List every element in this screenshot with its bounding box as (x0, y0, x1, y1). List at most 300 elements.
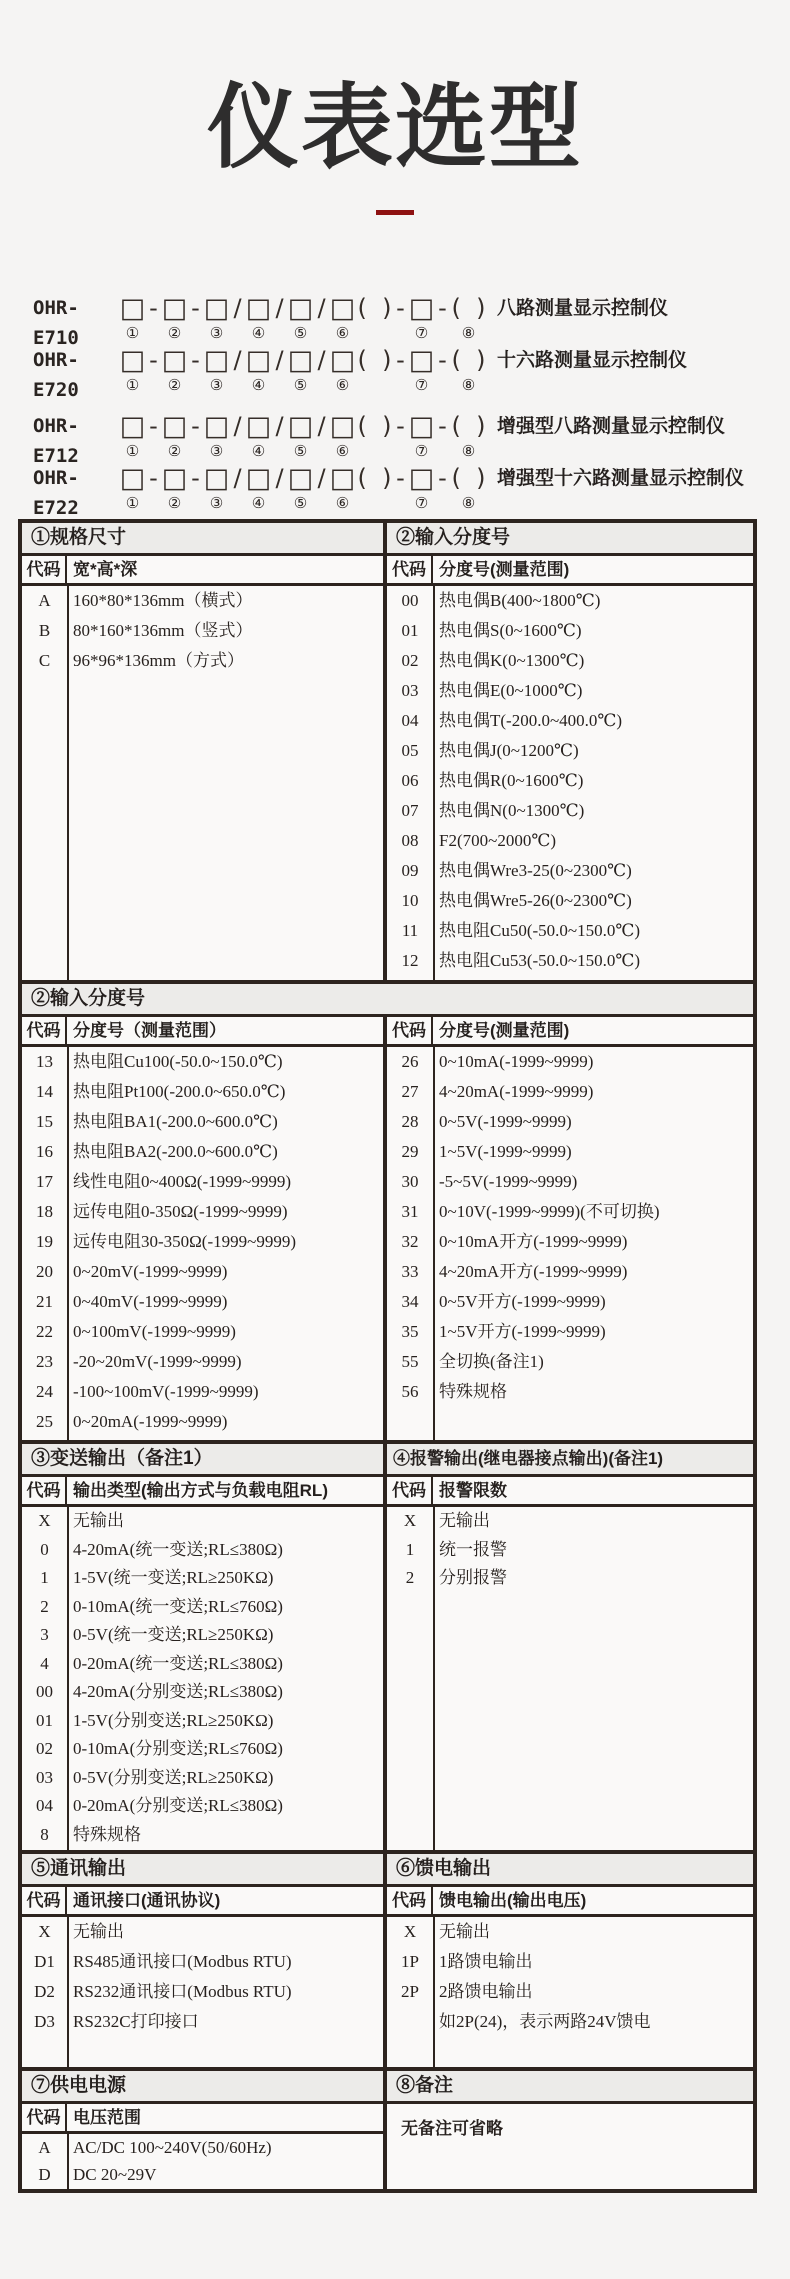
code-slots (119, 345, 487, 397)
code-symbol: □ (119, 410, 146, 442)
column-headers (22, 556, 383, 586)
table-row (22, 1593, 383, 1622)
code-slot (408, 463, 435, 515)
table-rows (387, 1047, 753, 1440)
section-spec-size (22, 523, 383, 980)
row-code: 33 (401, 1262, 419, 1281)
code-symbol: □ (161, 462, 188, 494)
slot-number: ⑥ (335, 494, 350, 512)
model-ordering-section (33, 292, 790, 519)
code-slot (314, 293, 329, 345)
code-slot (272, 411, 287, 463)
table-row (22, 1735, 383, 1764)
col-header-code: 代码 (387, 1887, 433, 1914)
page-title: 仪表选型 (206, 77, 583, 179)
table-row (387, 1377, 753, 1407)
row-code: 05 (401, 741, 419, 760)
table-row (22, 1917, 383, 1947)
code-slot (230, 345, 245, 397)
slot-number: ⑧ (461, 494, 476, 512)
table-row (387, 1347, 753, 1377)
table-row (22, 1197, 383, 1227)
code-symbol: / (233, 294, 242, 322)
code-symbol: - (191, 294, 200, 322)
table-row (387, 796, 753, 826)
row-code: 10 (401, 891, 419, 910)
row-desc: 热电偶T(-200.0~400.0℃) (439, 711, 623, 730)
table-row (22, 1077, 383, 1107)
row-code: X (403, 1922, 417, 1941)
table-row (387, 916, 753, 946)
code-slot (408, 293, 435, 345)
code-symbol: - (438, 346, 447, 374)
table-row (22, 1621, 383, 1650)
table-rows (387, 1917, 753, 2067)
col-header-code: 代码 (387, 1017, 433, 1044)
section-header (22, 984, 753, 1017)
row-desc: 热电阻BA1(-200.0~600.0℃) (73, 1112, 278, 1131)
row-code: D1 (34, 1952, 55, 1971)
slot-number: ⑦ (414, 442, 429, 460)
code-slots (119, 411, 487, 463)
row-code: 16 (36, 1142, 53, 1161)
row-desc: 0-5V(分别变送;RL≥250KΩ) (73, 1767, 274, 1787)
code-slot (161, 293, 188, 345)
row-code: 29 (401, 1142, 419, 1161)
code-symbol: - (191, 412, 200, 440)
section-header (387, 2071, 753, 2104)
row-code: 21 (36, 1292, 53, 1311)
column-headers (22, 1477, 383, 1507)
code-symbol: □ (329, 410, 356, 442)
row-code: 23 (36, 1352, 53, 1371)
row-code: 12 (401, 951, 419, 970)
code-symbol: □ (329, 292, 356, 324)
section-number: ① (31, 527, 51, 548)
code-slot (146, 345, 161, 397)
row-code: 11 (401, 921, 419, 940)
column-headers (22, 1017, 383, 1047)
row-desc: 无输出 (73, 1922, 124, 1941)
row-code: 09 (401, 861, 419, 880)
code-symbol: - (438, 464, 447, 492)
col-header-code: 代码 (22, 556, 67, 583)
row-desc: 无输出 (439, 1511, 490, 1530)
code-symbol: □ (245, 410, 272, 442)
code-slot (146, 463, 161, 515)
model-row (33, 292, 790, 349)
code-slot (188, 411, 203, 463)
code-slot (287, 411, 314, 463)
table-row (387, 676, 753, 706)
table-row (387, 1197, 753, 1227)
code-slot (119, 293, 146, 345)
section-number: ⑧ (396, 2075, 416, 2096)
row-code: 01 (401, 621, 419, 640)
row-desc: 线性电阻0~400Ω(-1999~9999) (73, 1172, 292, 1191)
row-desc: 2路馈电输出 (439, 1982, 533, 2001)
slot-number: ③ (209, 376, 224, 394)
row-code: 24 (36, 1382, 53, 1401)
col-header-code: 代码 (22, 2104, 67, 2131)
column-headers (22, 1887, 383, 1917)
table-row (22, 1407, 383, 1437)
model-row (33, 410, 790, 467)
model-description: 增强型八路测量显示控制仪 (497, 416, 726, 437)
code-slot (287, 463, 314, 515)
column-headers (387, 1887, 753, 1917)
model-code-label: OHR-E712 (33, 415, 79, 467)
col-header-desc: 分度号（测量范围） (73, 1021, 226, 1040)
slot-number: ⑦ (414, 494, 429, 512)
row-code: 1P (401, 1952, 419, 1971)
row-code: 03 (401, 681, 419, 700)
code-slot (329, 293, 356, 345)
code-symbol: - (438, 294, 447, 322)
code-symbol: ( ) (357, 412, 392, 440)
row-desc: 分别报警 (439, 1568, 507, 1587)
table-rows (22, 586, 383, 980)
table-row (22, 586, 383, 616)
row-code: 56 (401, 1382, 419, 1401)
slot-number: ② (167, 324, 182, 342)
row-desc: 1-5V(分别变送;RL≥250KΩ) (73, 1710, 274, 1730)
section-number: ② (396, 527, 416, 548)
table-row (22, 1650, 383, 1679)
code-symbol: / (233, 464, 242, 492)
table-row (22, 1792, 383, 1821)
code-symbol: □ (408, 462, 435, 494)
row-code: 22 (36, 1322, 53, 1341)
section-number: ⑤ (31, 1858, 51, 1879)
row-code: 15 (36, 1112, 53, 1131)
code-slot (356, 345, 393, 397)
code-symbol: ( ) (357, 464, 392, 492)
code-slot (356, 293, 393, 345)
row-desc: 0-20mA(统一变送;RL≤380Ω) (73, 1653, 283, 1673)
code-symbol: - (149, 464, 158, 492)
code-slot (272, 345, 287, 397)
code-slot (435, 411, 450, 463)
column-headers (22, 2104, 383, 2134)
row-code: 2P (401, 1982, 419, 2001)
col-header-desc: 报警限数 (439, 1481, 507, 1500)
row-code: 00 (401, 591, 419, 610)
code-slot (450, 345, 487, 397)
slot-number: ⑧ (461, 324, 476, 342)
title-underline (376, 210, 414, 215)
code-symbol: □ (161, 292, 188, 324)
code-slot (314, 411, 329, 463)
row-desc: 0~5V开方(-1999~9999) (439, 1292, 606, 1311)
row-desc: 热电阻Cu50(-50.0~150.0℃) (439, 921, 641, 940)
table-rows (387, 586, 753, 980)
row-desc: 96*96*136mm（方式） (73, 651, 244, 670)
row-desc: 热电偶R(0~1600℃) (439, 771, 584, 790)
table-row (387, 616, 753, 646)
row-desc: RS485通讯接口(Modbus RTU) (73, 1952, 292, 1971)
section-title: 馈电输出 (415, 1858, 492, 1879)
row-code: 8 (40, 1824, 49, 1844)
band-spec-and-input (22, 523, 753, 980)
section-title: 备注 (415, 2075, 454, 2096)
section-header (387, 1444, 753, 1477)
table-row (387, 586, 753, 616)
code-symbol: - (396, 464, 405, 492)
row-desc: 热电阻Cu100(-50.0~150.0℃) (73, 1052, 283, 1071)
code-symbol: □ (161, 344, 188, 376)
row-code: 19 (36, 1232, 53, 1251)
selection-table (18, 519, 757, 2193)
code-slot (435, 463, 450, 515)
row-desc: 热电阻Cu53(-50.0~150.0℃) (439, 951, 641, 970)
section-feed-output (383, 1854, 753, 2067)
table-row (387, 856, 753, 886)
slot-number: ③ (209, 442, 224, 460)
code-slot (203, 463, 230, 515)
section-input-range-2 (22, 1017, 753, 1440)
col-header-desc: 输出类型(输出方式与负载电阻RL) (73, 1481, 328, 1500)
section-header (22, 1854, 383, 1887)
row-code: 26 (401, 1052, 419, 1071)
row-desc: 0~10V(-1999~9999)(不可切换) (439, 1202, 660, 1221)
row-desc: RS232通讯接口(Modbus RTU) (73, 1982, 292, 2001)
code-slot (393, 411, 408, 463)
code-slot (203, 345, 230, 397)
table-row (22, 1047, 383, 1077)
slot-number: ① (125, 442, 140, 460)
model-row (33, 462, 790, 519)
row-desc: RS232C打印接口 (73, 2012, 199, 2031)
table-row (22, 1107, 383, 1137)
row-desc: 4-20mA(分别变送;RL≤380Ω) (73, 1682, 283, 1701)
table-rows (387, 1507, 753, 1850)
code-symbol: - (396, 346, 405, 374)
row-desc: 0-10mA(统一变送;RL≤760Ω) (73, 1596, 283, 1616)
section-header (22, 2071, 383, 2104)
code-symbol: / (275, 412, 284, 440)
slot-number: ⑧ (461, 376, 476, 394)
code-slot (329, 411, 356, 463)
table-rows (22, 1507, 383, 1850)
table-row (22, 1507, 383, 1536)
row-desc: 1~5V开方(-1999~9999) (439, 1322, 606, 1341)
code-symbol: □ (245, 292, 272, 324)
row-code: A (38, 2138, 51, 2157)
band-power-and-remarks (22, 2067, 753, 2189)
table-row (22, 1707, 383, 1736)
code-symbol: / (275, 464, 284, 492)
row-desc: 0~10mA(-1999~9999) (439, 1052, 594, 1071)
slot-number: ③ (209, 494, 224, 512)
row-desc: 0~100mV(-1999~9999) (73, 1322, 236, 1341)
column-headers (387, 1017, 753, 1047)
code-symbol: □ (408, 410, 435, 442)
code-slot (245, 411, 272, 463)
table-row (387, 1167, 753, 1197)
table-row (387, 1077, 753, 1107)
slot-number: ② (167, 494, 182, 512)
code-slot (119, 463, 146, 515)
slot-number: ④ (251, 442, 266, 460)
section-header (387, 523, 753, 556)
code-slot (408, 411, 435, 463)
row-desc: 特殊规格 (73, 1824, 141, 1844)
row-code: 17 (36, 1172, 53, 1191)
row-code: 32 (401, 1232, 419, 1251)
code-slot (245, 345, 272, 397)
code-symbol: □ (119, 292, 146, 324)
table-row (387, 1917, 753, 1947)
section-comm-output (22, 1854, 383, 2067)
row-code: X (38, 1511, 51, 1530)
section-number: ② (31, 988, 51, 1009)
code-symbol: / (233, 346, 242, 374)
row-code: D2 (34, 1982, 55, 2001)
section-title: 变送输出（备注1） (50, 1448, 213, 1469)
code-symbol: - (191, 464, 200, 492)
row-code: 31 (401, 1202, 419, 1221)
code-symbol: □ (203, 344, 230, 376)
section-title: 输入分度号 (50, 988, 146, 1009)
slot-number: ⑦ (414, 376, 429, 394)
table-row (387, 1317, 753, 1347)
code-symbol: □ (245, 462, 272, 494)
code-slot (435, 293, 450, 345)
section-power-supply (22, 2071, 383, 2189)
table-row (22, 1678, 383, 1707)
row-code: D (38, 2165, 51, 2184)
row-code: 00 (36, 1682, 53, 1701)
input-range-left (22, 1017, 383, 1440)
code-symbol: □ (329, 344, 356, 376)
table-row (22, 1821, 383, 1850)
row-desc: 统一报警 (439, 1539, 507, 1559)
slot-number: ④ (251, 324, 266, 342)
row-code: A (38, 591, 51, 610)
code-symbol: ( ) (451, 464, 486, 492)
code-slot (245, 463, 272, 515)
code-symbol: □ (287, 344, 314, 376)
table-row (22, 1257, 383, 1287)
table-row (387, 886, 753, 916)
code-slots (119, 463, 487, 515)
row-desc: 热电阻Pt100(-200.0~650.0℃) (73, 1082, 286, 1101)
model-row (33, 344, 790, 401)
row-desc: 热电偶Wre5-26(0~2300℃) (439, 891, 632, 910)
row-code (387, 2007, 433, 2037)
code-slot (450, 293, 487, 345)
row-desc: AC/DC 100~240V(50/60Hz) (73, 2138, 272, 2157)
row-code: 1 (40, 1568, 49, 1587)
code-symbol: □ (408, 344, 435, 376)
section-title: 规格尺寸 (50, 527, 127, 548)
row-desc: 0~10mA开方(-1999~9999) (439, 1232, 628, 1251)
code-slot (450, 463, 487, 515)
table-row (22, 1287, 383, 1317)
code-symbol: □ (287, 292, 314, 324)
slot-number: ⑥ (335, 442, 350, 460)
row-code: 1 (405, 1539, 415, 1559)
slot-number: ① (125, 494, 140, 512)
code-slot (329, 463, 356, 515)
col-header-desc: 馈电输出(输出电压) (439, 1891, 587, 1910)
row-desc: 热电偶K(0~1300℃) (439, 651, 585, 670)
code-slot (161, 463, 188, 515)
code-symbol: □ (203, 292, 230, 324)
code-symbol: - (191, 346, 200, 374)
row-code: 04 (36, 1796, 53, 1815)
code-symbol: ( ) (451, 412, 486, 440)
row-desc: 0~20mV(-1999~9999) (73, 1262, 228, 1281)
code-slot (287, 345, 314, 397)
column-headers (387, 1477, 753, 1507)
table-row (387, 1047, 753, 1077)
model-description: 增强型十六路测量显示控制仪 (497, 468, 745, 489)
table-row (387, 766, 753, 796)
code-slot (161, 411, 188, 463)
slot-number: ⑤ (293, 376, 308, 394)
row-desc: 1~5V(-1999~9999) (439, 1142, 572, 1161)
row-code: D3 (34, 2012, 55, 2031)
section-header (22, 1444, 383, 1477)
code-slot (450, 411, 487, 463)
col-header-code: 代码 (22, 1477, 67, 1504)
slot-number: ⑤ (293, 442, 308, 460)
code-symbol: - (396, 412, 405, 440)
row-code: 07 (401, 801, 419, 820)
row-desc: 4-20mA(统一变送;RL≤380Ω) (73, 1539, 283, 1559)
table-rows (22, 2134, 383, 2189)
row-code: 02 (36, 1739, 53, 1758)
row-code: 20 (36, 1262, 53, 1281)
row-code: 2 (405, 1568, 415, 1587)
code-symbol: / (275, 346, 284, 374)
table-row (387, 1137, 753, 1167)
table-row (387, 1507, 753, 1536)
slot-number: ② (167, 442, 182, 460)
code-slot (188, 345, 203, 397)
row-code: 34 (401, 1292, 419, 1311)
col-header-code: 代码 (387, 556, 433, 583)
code-slot (393, 463, 408, 515)
row-code: C (38, 651, 51, 670)
model-description: 八路测量显示控制仪 (497, 298, 669, 319)
row-desc: 0-20mA(分别变送;RL≤380Ω) (73, 1796, 283, 1815)
col-header-desc: 宽*高*深 (73, 560, 138, 579)
table-row (387, 826, 753, 856)
table-row (22, 1347, 383, 1377)
row-desc: 无输出 (73, 1511, 124, 1530)
row-desc: 热电偶S(0~1600℃) (439, 621, 582, 640)
code-symbol: - (149, 346, 158, 374)
row-desc: 0~20mA(-1999~9999) (73, 1412, 228, 1431)
row-code: 30 (401, 1172, 419, 1191)
code-slot (203, 293, 230, 345)
table-row (387, 1227, 753, 1257)
code-slot (230, 293, 245, 345)
row-desc: 特殊规格 (439, 1382, 507, 1401)
col-header-code: 代码 (22, 1017, 67, 1044)
slot-number: ⑧ (461, 442, 476, 460)
model-code-label: OHR-E722 (33, 467, 79, 519)
band-input-range-2 (22, 980, 753, 1440)
row-code: 27 (401, 1082, 419, 1101)
code-slot (146, 411, 161, 463)
row-code: X (403, 1511, 417, 1530)
table-row (387, 2007, 753, 2037)
row-desc: 1-5V(统一变送;RL≥250KΩ) (73, 1568, 274, 1587)
